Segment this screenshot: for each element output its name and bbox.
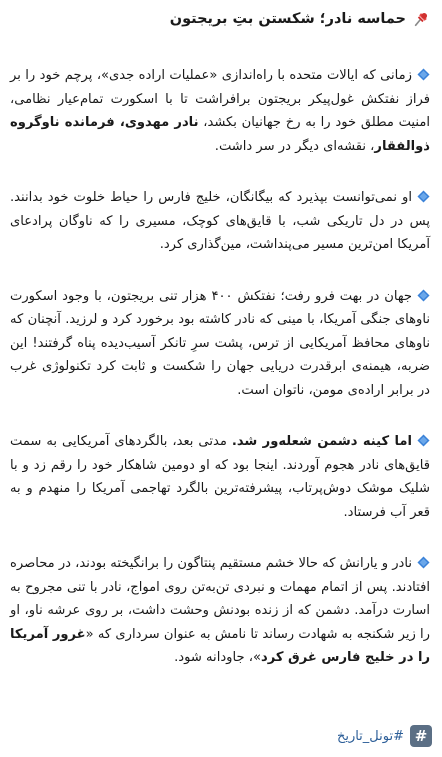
blue-diamond-icon [417,434,430,447]
paragraph-1 [10,64,430,158]
blue-diamond-icon [417,289,430,302]
paragraph-1-bold: نادر مهدوی، فرمانده ناوگروه ذوالفقار [10,115,430,154]
post-title: حماسه نادر؛ شکستن بتِ بریجتون [169,11,406,27]
paragraph-4-bold: اما کینه دشمن شعله‌ور شد. [231,434,412,449]
paragraph-5-end: »، جاودانه شود. [174,650,261,665]
hashtag-link[interactable]: #تونل_تاریخ [336,728,404,744]
paragraph-4 [10,430,430,524]
paragraph-1-end: ، نقشه‌ای دیگر در سر داشت. [214,138,375,154]
paragraph-4-text: مدتی بعد، بالگردهای آمریکایی به سمت قایق‌های نادر هجوم آوردند. اینجا بود که او دومین شاهکار خود را رقم زد و با شلیک موشک دوش‌پرتاب، پیشرفته‌ترین بالگرد تهاجمی آمریکا را منهدم و به قعر آب فرستاد. [10,434,430,520]
paragraph-2-text: او نمی‌توانست بپذیرد که بیگانگان، خلیج فارس را حیاط خلوت خود بدانند. پس در دل تاریکی شب، با قایق‌های کوچک، مسیری را که ناوگان پرادعای آمریکا امن‌ترین مسیر می‌پنداشت، مین‌گذاری کرد. [10,190,430,252]
blue-diamond-icon [417,556,430,569]
blue-diamond-icon [417,68,430,81]
paragraph-5 [10,552,430,670]
paragraph-3-text: جهان در بهت فرو رفت؛ نفتکش ۴۰۰ هزار تنی بریجتون، با وجود اسکورت ناوهای جنگی آمریکا، با مینی که نادر کاشته بود برخورد کرد و لرزید. آنچنان که ناوهای محافظ آمریکایی از ترس، پشت سرِ تانکر آسیب‌دیده پناه گرفتند! این ضربه، هیمنه‌ی ابرقدرت دریایی جهان را شکست و ثابت کرد تکنولوژی غرب در برابر اراده‌ی مومن، ناتوان است. [10,288,430,398]
paragraph-1-text: زمانی که ایالات متحده با راه‌اندازی «عملیات اراده جدی»، پرچم خود را بر فراز نفتکش غول‌پیکر بریجتون برافراشت تا با اسکورت تمام‌عیار نظامی، امنیت مطلق خود را به رخ جهانیان بکشد، [10,68,430,130]
post-title-row [10,8,430,30]
paragraph-3 [10,285,430,403]
blue-diamond-icon [417,190,430,203]
hashtag-row [337,725,432,747]
paragraph-5-bold: غرور آمریکا را در خلیج فارس غرق کرد [10,626,430,665]
hash-keycap-icon: # [410,725,432,747]
pushpin-icon [412,10,430,28]
paragraph-2 [10,186,430,257]
paragraph-5-text: نادر و یارانش که حالا خشم مستقیم پنتاگون را برانگیخته بودند، در محاصره افتادند. پس از اتمام مهمات و نبردی تن‌به‌تن روی امواج، نادر با تنی مجروح به اسارت درآمد. دشمن که از زنده بودنش وحشت داشت، بر روی عرشه ناو، او را زیر شکنجه به شهادت رساند تا نامش به عنوان سرداری که « [10,556,430,642]
